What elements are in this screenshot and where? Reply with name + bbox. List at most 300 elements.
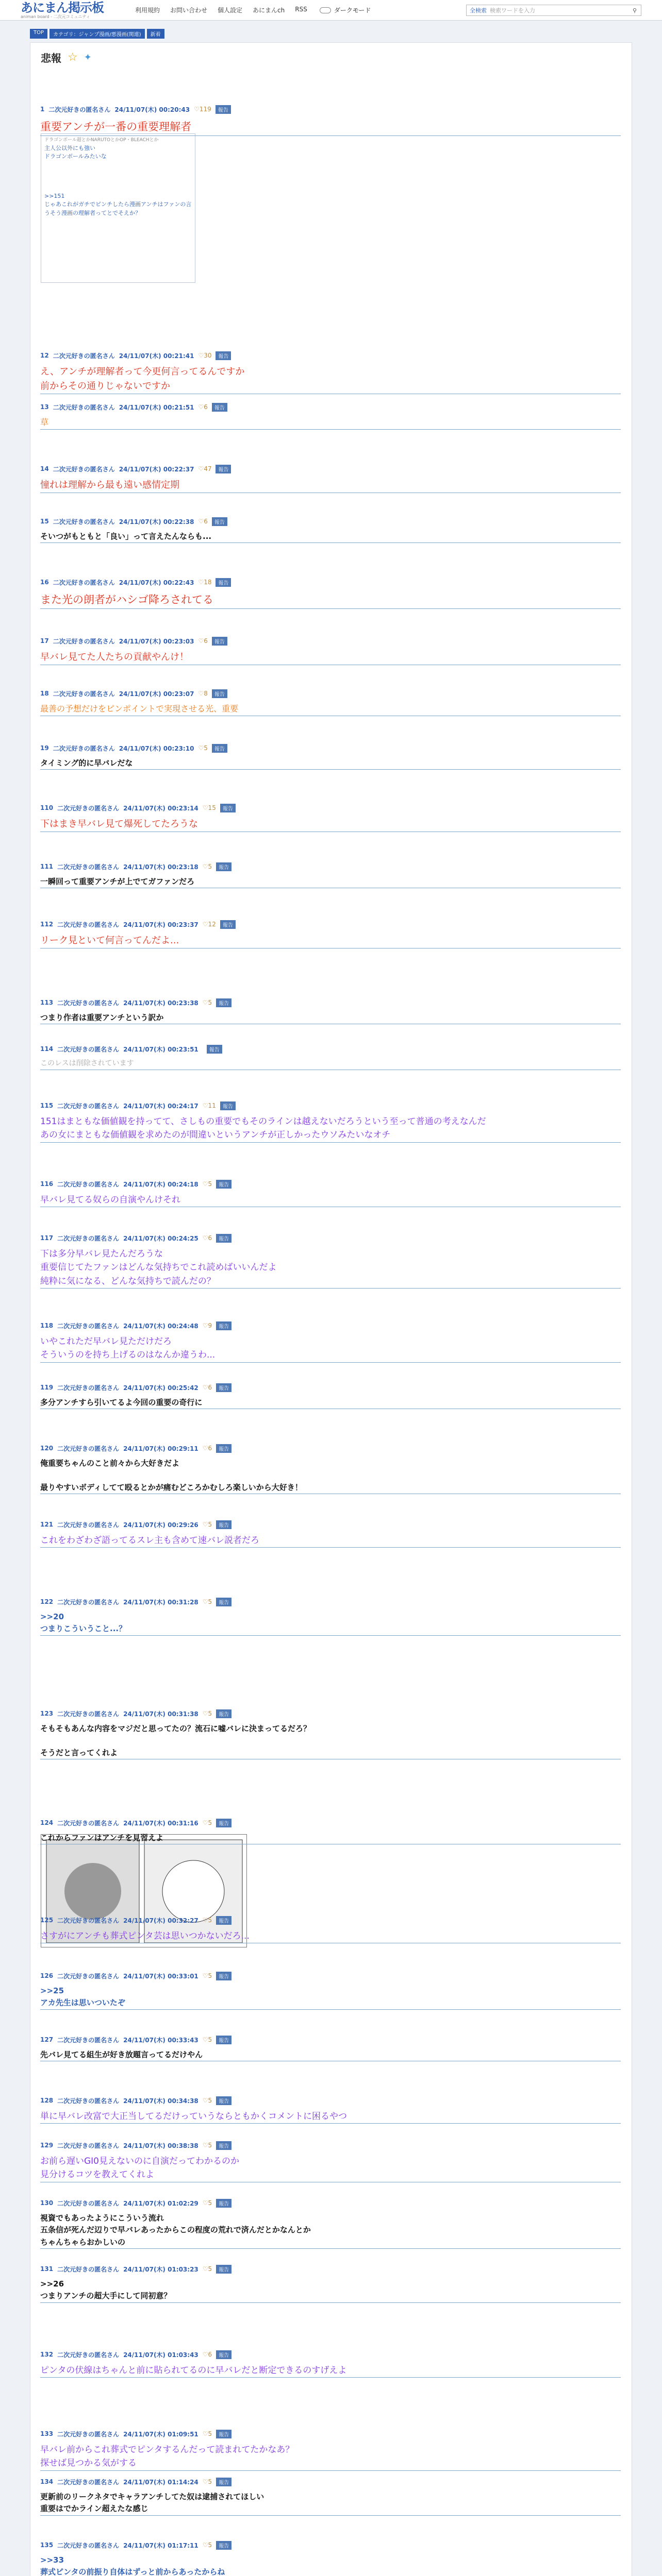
site-title: あにまん掲示板	[21, 0, 104, 15]
dark-mode-toggle[interactable]	[320, 7, 331, 13]
post-date: 24/11/07(木) 00:23:10	[119, 744, 194, 752]
poster-name: 二次元好きの匿名さん	[57, 2478, 120, 2486]
card-ref[interactable]: >>151	[44, 192, 65, 199]
post-header	[40, 1101, 621, 1110]
post-header	[40, 2265, 621, 2273]
poster-name: 二次元好きの匿名さん	[57, 2199, 120, 2207]
post-125	[40, 1916, 621, 1943]
card-meta: ドラゴンボール超とかNARUTOとかOP・BLEACHとか	[44, 138, 159, 143]
report-button[interactable]: 報告	[216, 2350, 231, 2359]
post-header	[40, 920, 621, 928]
post-date: 24/11/07(木) 00:24:25	[123, 1234, 198, 1242]
card-line: ドラゴンボールみたいな	[44, 153, 107, 160]
like-count[interactable]: ♡5	[202, 2036, 212, 2043]
post-114	[40, 1045, 621, 1070]
post-number[interactable]: 119	[40, 1384, 54, 1391]
post-128	[40, 2096, 621, 2124]
report-button[interactable]: 報告	[216, 1972, 231, 1980]
report-button[interactable]: 報告	[212, 517, 227, 526]
post-header	[40, 2141, 621, 2149]
post-number[interactable]: 133	[40, 2430, 54, 2437]
post-date: 24/11/07(木) 00:20:43	[114, 106, 190, 113]
post-date: 24/11/07(木) 00:23:18	[123, 863, 198, 871]
post-number[interactable]: 115	[40, 1102, 54, 1109]
post-132	[40, 2350, 621, 2378]
post-19	[40, 744, 621, 770]
post-body: 早バレ見てた人たちの貢献やんけ！	[40, 652, 189, 663]
report-button[interactable]: 報告	[216, 1916, 231, 1925]
post-number[interactable]: 120	[40, 1445, 54, 1452]
post-date: 24/11/07(木) 00:23:38	[123, 999, 198, 1007]
post-date: 24/11/07(木) 00:23:14	[123, 804, 198, 812]
post-header	[40, 1972, 621, 1980]
like-count[interactable]: ♡5	[202, 2265, 212, 2273]
poster-name: 二次元好きの匿名さん	[57, 1445, 120, 1452]
post-header	[40, 689, 621, 698]
post-date: 24/11/07(木) 00:21:41	[119, 352, 194, 360]
poster-name: 二次元好きの匿名さん	[57, 1045, 120, 1053]
post-date: 24/11/07(木) 00:25:42	[123, 1384, 198, 1392]
poster-name: 二次元好きの匿名さん	[57, 1102, 120, 1110]
like-count[interactable]: ♡5	[202, 999, 212, 1006]
post-113	[40, 998, 621, 1024]
search-box	[466, 5, 641, 16]
post-12	[40, 351, 621, 394]
post-16	[40, 578, 621, 609]
post-number[interactable]: 112	[40, 921, 54, 928]
like-count[interactable]: ♡5	[198, 744, 208, 752]
report-button[interactable]: 報告	[216, 2265, 231, 2274]
post-body: 最善の予想だけをピンポイントで実現させる光、重要	[40, 704, 239, 714]
post-body: 視資でもあったようにこういう流れ 五条信が死んだ辺りで早バレあったからこの程度の荒れで済んだとかなんとか ちゃんちゃらおかしいの	[40, 2213, 311, 2247]
post-date: 24/11/07(木) 00:29:11	[123, 1445, 198, 1452]
poster-name: 二次元好きの匿名さん	[57, 2430, 120, 2438]
like-count[interactable]: ♡18	[198, 579, 212, 586]
like-count[interactable]: ♡5	[202, 2478, 212, 2485]
poster-name: 二次元好きの匿名さん	[57, 1180, 120, 1188]
post-date: 24/11/07(木) 00:22:38	[119, 518, 194, 526]
like-count[interactable]: ♡5	[202, 863, 212, 870]
post-body: そいつがもともと「良い」って言えたんならも...	[40, 532, 212, 541]
post-body: そもそもあんな内容をマジだと思ってたの？流石に嘘バレに決まってるだろ？ そうだと言ってくれよ	[40, 1724, 311, 1757]
nav-animanch[interactable]: あにまんch	[253, 7, 285, 14]
post-number[interactable]: 129	[40, 2142, 54, 2149]
post-126	[40, 1972, 621, 2010]
post-number[interactable]: 121	[40, 1521, 54, 1528]
post-body: お前ら遅いGI0見えないのに自演だってわかるのか 見分けるコツを教えてくれよ	[40, 2156, 240, 2180]
poster-name: 二次元好きの匿名さん	[57, 863, 120, 871]
poster-name: 二次元好きの匿名さん	[57, 1972, 120, 1980]
report-button[interactable]: 報告	[216, 2541, 231, 2550]
post-date: 24/11/07(木) 01:03:43	[123, 2351, 198, 2359]
report-button[interactable]: 報告	[216, 2430, 231, 2438]
like-count[interactable]: ♡8	[198, 690, 208, 697]
breadcrumb-new[interactable]: 新着	[147, 29, 164, 39]
poster-name: 二次元好きの匿名さん	[57, 1234, 120, 1242]
report-button[interactable]: 報告	[212, 403, 227, 412]
post-15	[40, 517, 621, 543]
post-header	[40, 578, 621, 586]
post-number[interactable]: 130	[40, 2199, 54, 2207]
post-17	[40, 637, 621, 665]
like-count[interactable]: ♡47	[198, 465, 212, 472]
post-header	[40, 2541, 621, 2549]
post-header	[40, 2036, 621, 2044]
post-date: 24/11/07(木) 01:17:11	[123, 2541, 198, 2549]
post-number[interactable]: 1	[40, 106, 45, 113]
nav-settings[interactable]: 個人設定	[218, 7, 243, 14]
post-date: 24/11/07(木) 00:22:37	[119, 465, 194, 473]
post-body: これからファンはアンチを見習えよ	[40, 1833, 164, 1842]
report-button[interactable]: 報告	[220, 920, 236, 929]
poster-name: 二次元好きの匿名さん	[53, 690, 115, 698]
quoted-card[interactable]	[41, 133, 195, 283]
post-date: 24/11/07(木) 00:24:48	[123, 1322, 198, 1330]
post-number[interactable]: 123	[40, 1710, 54, 1717]
post-number[interactable]: 135	[40, 2541, 54, 2549]
thread-title-bar	[41, 50, 92, 65]
report-button[interactable]: 報告	[220, 1101, 236, 1110]
post-body: >>26 つまりアンチの超大手にして同初意？	[40, 2279, 172, 2301]
favorite-star-icon[interactable]: ☆	[68, 51, 78, 64]
post-body: >>25 アカ先生は思いついたぞ	[40, 1986, 125, 2008]
like-count[interactable]: ♡6	[202, 1234, 212, 1242]
post-header	[40, 862, 621, 871]
like-count[interactable]: ♡5	[202, 1819, 212, 1826]
post-header	[40, 465, 621, 473]
post-number[interactable]: 113	[40, 999, 54, 1006]
breadcrumb-top[interactable]: TOP	[30, 29, 47, 39]
like-count[interactable]: ♡9	[202, 1322, 212, 1329]
post-14	[40, 465, 621, 493]
post-115	[40, 1101, 621, 1143]
like-count[interactable]: ♡5	[202, 2541, 212, 2549]
poster-name: 二次元好きの匿名さん	[57, 1819, 120, 1827]
post-body: 重要アンチが一番の重要理解者	[40, 121, 192, 133]
post-13	[40, 403, 621, 430]
poster-name: 二次元好きの匿名さん	[57, 2351, 120, 2359]
report-button[interactable]: 報告	[216, 105, 231, 114]
like-count[interactable]: ♡5	[202, 1710, 212, 1717]
post-body: 下は多分早バレ見たんだろうな 重要信じてたファンはどんな気持ちでこれ読めばいいんだよ 純粋に気になる、どんな気持ちで読んだの？	[40, 1249, 277, 1286]
post-date: 24/11/07(木) 00:31:38	[123, 1710, 198, 1718]
post-118	[40, 1321, 621, 1363]
report-button[interactable]: 報告	[216, 1180, 231, 1189]
post-header	[40, 2096, 621, 2105]
post-number[interactable]: 111	[40, 863, 54, 870]
post-date: 24/11/07(木) 00:33:01	[123, 1972, 198, 1980]
post-date: 24/11/07(木) 00:31:16	[123, 1819, 198, 1827]
post-body: >>20 つまりこういうこと...？	[40, 1612, 127, 1634]
post-date: 24/11/07(木) 00:24:17	[123, 1102, 198, 1110]
poster-name: 二次元好きの匿名さん	[53, 637, 115, 645]
like-count[interactable]: ♡11	[202, 1102, 216, 1109]
like-count[interactable]: ♡5	[202, 2199, 212, 2207]
poster-name: 二次元好きの匿名さん	[48, 106, 111, 113]
post-number[interactable]: 122	[40, 1598, 54, 1605]
post-header	[40, 1180, 621, 1188]
report-button[interactable]: 報告	[212, 744, 227, 753]
post-body: いやこれただ早バレ見ただけだろ そういうのを持ち上げるのはなんか違うわ...	[40, 1336, 216, 1361]
post-date: 24/11/07(木) 00:29:26	[123, 1521, 198, 1529]
post-number[interactable]: 124	[40, 1819, 54, 1826]
like-count[interactable]: ♡5	[202, 1917, 212, 1924]
post-header	[40, 2350, 621, 2359]
like-count[interactable]: ♡15	[202, 804, 216, 811]
post-body: 下はまき早バレ見て爆死してたろうな	[40, 819, 198, 829]
post-number[interactable]: 117	[40, 1234, 54, 1242]
search-icon[interactable]: ⚲	[632, 7, 637, 14]
post-header	[40, 998, 621, 1007]
post-header	[40, 2199, 621, 2207]
poster-name: 二次元好きの匿名さん	[57, 1322, 120, 1330]
post-number[interactable]: 16	[40, 579, 49, 586]
post-number[interactable]: 14	[40, 465, 49, 472]
post-131	[40, 2265, 621, 2303]
post-header	[40, 804, 621, 812]
like-count[interactable]: ♡6	[202, 1445, 212, 1452]
report-button[interactable]: 報告	[216, 998, 231, 1007]
site-subtitle: animan board - 二次元コミュニティ	[21, 14, 90, 19]
post-127	[40, 2036, 621, 2061]
post-130	[40, 2199, 621, 2249]
post-129	[40, 2141, 621, 2182]
like-count[interactable]: ♡6	[198, 518, 208, 525]
like-count[interactable]: ♡30	[198, 352, 212, 359]
report-button[interactable]: 報告	[216, 862, 231, 871]
post-135	[40, 2541, 621, 2576]
post-body: え、アンチが理解者って今更何言ってるんですか 前からその通りじゃないですか	[40, 366, 245, 392]
post-date: 24/11/07(木) 00:24:18	[123, 1180, 198, 1188]
card-line: 主人公以外にも強い	[44, 144, 95, 151]
poster-name: 二次元好きの匿名さん	[57, 1710, 120, 1718]
poster-name: 二次元好きの匿名さん	[53, 518, 115, 526]
post-date: 24/11/07(木) 00:33:43	[123, 2036, 198, 2044]
post-header	[40, 1709, 621, 1718]
nav-rss[interactable]: RSS	[295, 6, 307, 13]
report-button[interactable]: 報告	[216, 1598, 231, 1606]
post-header	[40, 2430, 621, 2438]
nav-contact[interactable]: お問い合わせ	[170, 7, 208, 14]
post-date: 24/11/07(木) 01:14:24	[123, 2478, 198, 2486]
search-scope[interactable]: 全検索	[470, 7, 487, 14]
post-body: ピンタの伏線はちゃんと前に貼られてるのに早バレだと断定できるのすげえよ	[40, 2365, 347, 2376]
report-button[interactable]: 報告	[216, 1520, 231, 1529]
post-body: つまり作者は重要アンチという訳か	[40, 1013, 164, 1022]
poster-name: 二次元好きの匿名さん	[57, 921, 120, 928]
post-number[interactable]: 118	[40, 1322, 54, 1329]
post-date: 24/11/07(木) 01:02:29	[123, 2199, 198, 2207]
like-count[interactable]: ♡5	[202, 1180, 212, 1188]
post-header	[40, 1598, 621, 1606]
like-count[interactable]: ♡5	[202, 1521, 212, 1528]
post-number[interactable]: 116	[40, 1180, 54, 1188]
post-body: 多分アンチすら引いてるよ今回の重要の奇行に	[40, 1398, 203, 1407]
post-header	[40, 403, 621, 411]
post-119	[40, 1383, 621, 1409]
breadcrumb-category[interactable]: カテゴリ：ジャンプ漫画/悪漫画(関連)	[49, 29, 145, 39]
post-header	[40, 351, 621, 360]
post-1	[40, 105, 621, 136]
post-body: 更新前のリークネタでキャラアンチしてた奴は逮捕されてほしい 重要はでかライン超えたな感じ	[40, 2492, 264, 2514]
post-header	[40, 1520, 621, 1529]
post-header	[40, 105, 621, 113]
post-number[interactable]: 13	[40, 403, 49, 411]
post-number[interactable]: 132	[40, 2351, 54, 2358]
post-body: 単に早バレ改富で大正当してるだけっていうならともかくコメントに困るやつ	[40, 2111, 347, 2122]
post-date: 24/11/07(木) 00:23:03	[119, 637, 194, 645]
post-body: また光の朗者がハシゴ降ろされてる	[40, 594, 213, 606]
thread-title: 悲報	[41, 52, 61, 64]
post-number[interactable]: 127	[40, 2036, 54, 2043]
like-count[interactable]: ♡5	[202, 1972, 212, 1979]
post-number[interactable]: 12	[40, 352, 49, 359]
post-header	[40, 2478, 621, 2486]
post-header	[40, 1819, 621, 1827]
post-body: リーク見といて何言ってんだよ...	[40, 935, 179, 946]
post-body: これをわざわざ語ってるスレ主も含めて速バレ説者だろ	[40, 1535, 259, 1546]
like-count[interactable]: ♡12	[202, 921, 216, 928]
report-button[interactable]: 報告	[216, 2141, 231, 2150]
post-111	[40, 862, 621, 888]
search-input[interactable]: 検索ワードを入力	[490, 7, 535, 14]
poster-name: 二次元好きの匿名さん	[57, 2541, 120, 2549]
post-body: さすがにアンチも葬式ピンタ芸は思いつかないだろ...	[40, 1931, 250, 1941]
report-button[interactable]: 報告	[216, 351, 231, 360]
report-button[interactable]: 報告	[216, 1321, 231, 1330]
post-date: 24/11/07(木) 00:32:27	[123, 1917, 198, 1924]
post-110	[40, 804, 621, 832]
post-header	[40, 1321, 621, 1330]
post-body: 草	[40, 417, 49, 427]
post-body: タイミング的に早バレだな	[40, 758, 133, 768]
report-button[interactable]: 報告	[216, 2478, 231, 2486]
post-date: 24/11/07(木) 00:23:37	[123, 921, 198, 928]
site-logo[interactable]	[21, 2, 129, 19]
report-button[interactable]: 報告	[216, 1709, 231, 1718]
post-date: 24/11/07(木) 00:34:38	[123, 2097, 198, 2105]
report-button[interactable]: 報告	[212, 689, 227, 698]
report-button[interactable]: 報告	[216, 1234, 231, 1243]
post-number[interactable]: 134	[40, 2478, 54, 2485]
post-body: 先バレ見てる組生が好き放題言ってるだけやん	[40, 2050, 203, 2059]
post-number[interactable]: 131	[40, 2265, 54, 2273]
report-button[interactable]: 報告	[216, 465, 231, 473]
report-button[interactable]: 報告	[216, 1444, 231, 1453]
post-date: 24/11/07(木) 00:21:51	[119, 403, 194, 411]
post-112	[40, 920, 621, 948]
like-count[interactable]: ♡5	[202, 1598, 212, 1605]
like-count[interactable]: ♡6	[198, 403, 208, 411]
post-date: 24/11/07(木) 00:23:07	[119, 690, 194, 698]
top-nav	[135, 6, 307, 14]
breadcrumb	[30, 29, 164, 39]
card-body: じゃあこれがガチでピンチしたら漫画アンチはファンの言うそう漫画の理解者ってとでそえか？	[44, 201, 192, 216]
post-body: 早バレ見てる奴らの自演やんけそれ	[40, 1195, 180, 1205]
report-button[interactable]: 報告	[216, 1819, 231, 1827]
post-date: 24/11/07(木) 00:38:38	[123, 2142, 198, 2149]
post-date: 24/11/07(木) 01:09:51	[123, 2430, 198, 2438]
like-count[interactable]: ♡6	[202, 1384, 212, 1391]
post-header	[40, 517, 621, 526]
poster-name: 二次元好きの匿名さん	[57, 999, 120, 1007]
report-button[interactable]: 報告	[216, 2096, 231, 2105]
post-header	[40, 1444, 621, 1452]
post-number[interactable]: 125	[40, 1917, 54, 1924]
post-date: 24/11/07(木) 01:03:23	[123, 2265, 198, 2273]
post-date: 24/11/07(木) 00:23:51	[123, 1045, 198, 1053]
poster-name: 二次元好きの匿名さん	[53, 403, 115, 411]
like-count[interactable]: ♡5	[202, 2097, 212, 2104]
post-number[interactable]: 15	[40, 518, 49, 525]
nav-terms[interactable]: 利用規約	[135, 7, 160, 14]
poster-name: 二次元好きの匿名さん	[57, 2142, 120, 2149]
post-number[interactable]: 114	[40, 1045, 54, 1053]
site-header	[0, 0, 662, 21]
report-button[interactable]: 報告	[216, 578, 231, 587]
poster-name: 二次元好きの匿名さん	[57, 2265, 120, 2273]
report-button[interactable]: 報告	[216, 2199, 231, 2208]
report-button[interactable]: 報告	[216, 2036, 231, 2044]
post-header	[40, 1045, 621, 1053]
post-120	[40, 1444, 621, 1494]
post-number[interactable]: 18	[40, 690, 49, 697]
post-body: 俺重要ちゃんのこと前々から大好きだよ 最りやすいボディしてて殴るとかが痛むどころかむしろ楽しいから大好き！	[40, 1459, 303, 1492]
report-button[interactable]: 報告	[207, 1045, 222, 1054]
post-body: 一瞬回って重要アンチが上でてガファンだろ	[40, 877, 195, 886]
poster-name: 二次元好きの匿名さん	[53, 465, 115, 473]
like-count[interactable]: ♡6	[198, 637, 208, 645]
post-122	[40, 1598, 621, 1636]
like-count[interactable]: ♡5	[202, 2430, 212, 2437]
post-121	[40, 1520, 621, 1548]
like-count[interactable]: ♡6	[202, 2351, 212, 2358]
poster-name: 二次元好きの匿名さん	[57, 1917, 120, 1924]
post-123	[40, 1709, 621, 1759]
poster-name: 二次元好きの匿名さん	[53, 579, 115, 586]
report-button[interactable]: 報告	[220, 804, 236, 812]
poster-name: 二次元好きの匿名さん	[57, 1598, 120, 1606]
post-number[interactable]: 110	[40, 804, 54, 811]
report-button[interactable]: 報告	[212, 637, 227, 646]
post-header	[40, 1383, 621, 1392]
post-body: このレスは削除されています	[40, 1059, 134, 1067]
twitter-bird-icon[interactable]: ✦	[84, 52, 92, 63]
post-body: 早バレ前からこれ葬式でピンタするんだって読まれてたかなあ？ 探せば見つかる気がする	[40, 2445, 294, 2469]
report-button[interactable]: 報告	[216, 1383, 231, 1392]
post-117	[40, 1234, 621, 1289]
like-count[interactable]: ♡5	[202, 2142, 212, 2149]
poster-name: 二次元好きの匿名さん	[53, 744, 115, 752]
post-date: 24/11/07(木) 00:22:43	[119, 579, 194, 586]
post-date: 24/11/07(木) 00:31:28	[123, 1598, 198, 1606]
post-number[interactable]: 17	[40, 637, 49, 645]
like-count[interactable]: ♡119	[194, 106, 211, 113]
post-134	[40, 2478, 621, 2516]
post-body: >>33 葬式ピンタの前振り自体はずっと前からあったからね	[40, 2555, 225, 2576]
dark-mode-label: ダークモード	[334, 7, 371, 14]
post-number[interactable]: 19	[40, 744, 49, 752]
post-number[interactable]: 126	[40, 1972, 54, 1979]
post-body: 151はまともな価値観を持ってて、さしもの重要でもそのラインは越えないだろうという至って普通の考えなんだ あの女にまともな価値観を求めたのが間違いというアンチが正しかったウソみたいなオチ	[40, 1116, 486, 1141]
post-header	[40, 637, 621, 645]
poster-name: 二次元好きの匿名さん	[57, 1384, 120, 1392]
post-number[interactable]: 128	[40, 2097, 54, 2104]
post-124	[40, 1819, 621, 1844]
post-133	[40, 2430, 621, 2471]
poster-name: 二次元好きの匿名さん	[57, 2036, 120, 2044]
post-header	[40, 1234, 621, 1242]
